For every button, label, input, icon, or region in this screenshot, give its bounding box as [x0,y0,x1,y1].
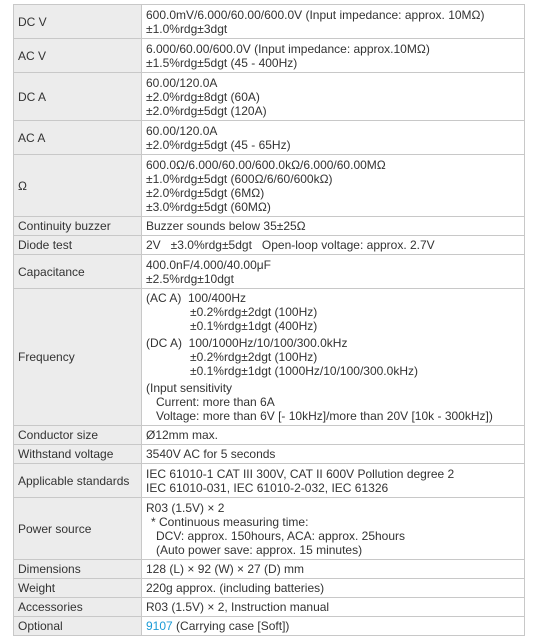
table-row [14,289,525,426]
value-line: IEC 61010-1 CAT III 300V, CAT II 600V Pollution degree 2 [146,466,455,481]
row-value [142,426,525,445]
freq-sensitivity-heading: (Input sensitivity [146,381,233,395]
row-value [142,289,525,426]
value-line: 3540V AC for 5 seconds [146,447,276,461]
table-row [14,121,525,155]
value-line: 600.0Ω/6.000/60.00/600.0kΩ/6.000/60.00MΩ [146,157,386,172]
row-label: Continuity buzzer [14,217,142,236]
table-row [14,464,525,498]
row-value [142,560,525,579]
row-label: DC A [14,73,142,121]
spec-table [13,4,525,636]
value-line: ±3.0%rdg±5dgt (60MΩ) [146,199,271,214]
value-line: ±2.0%rdg±8dgt (60A) [146,89,260,104]
table-row [14,498,525,560]
value-line: ±2.5%rdg±10dgt [146,271,234,286]
row-label: Power source [14,498,142,560]
value-line: ±1.0%rdg±3dgt [146,21,228,36]
row-label: AC V [14,39,142,73]
value-line: ±1.5%rdg±5dgt (45 - 400Hz) [146,55,298,70]
table-row [14,560,525,579]
optional-product-desc: (Carrying case [Soft]) [172,619,290,633]
row-value [142,121,525,155]
table-row [14,39,525,73]
row-label: Ω [14,155,142,217]
value-line: (Auto power save: approx. 15 minutes) [156,542,363,557]
spec-table-container [13,4,525,636]
row-label: AC A [14,121,142,155]
row-label: Optional [14,617,142,636]
row-label: DC V [14,5,142,39]
value-line: R03 (1.5V) × 2 [146,500,225,515]
value-line: ±2.0%rdg±5dgt (120A) [146,103,267,118]
value-line: 128 (L) × 92 (W) × 27 (D) mm [146,562,305,576]
row-value [142,39,525,73]
row-value [142,236,525,255]
value-line: ±2.0%rdg±5dgt (45 - 65Hz) [146,137,291,152]
value-line: 220g approx. (including batteries) [146,581,325,595]
table-row [14,255,525,289]
table-row [14,236,525,255]
row-label: Accessories [14,598,142,617]
row-label: Dimensions [14,560,142,579]
table-row [14,598,525,617]
value-line: Current: more than 6A [156,395,275,409]
value-line: 60.00/120.0A [146,123,218,138]
table-row [14,155,525,217]
row-value [142,617,525,636]
row-label: Diode test [14,236,142,255]
value-line: 6.000/60.00/600.0V (Input impedance: approx.10MΩ) [146,41,430,56]
row-label: Weight [14,579,142,598]
value-line: 600.0mV/6.000/60.00/600.0V (Input impedance: approx. 10MΩ) [146,7,485,22]
value-line: Voltage: more than 6V [- 10kHz]/more than 20V [10k - 300kHz]) [156,409,493,423]
table-row [14,5,525,39]
row-value [142,73,525,121]
table-row [14,217,525,236]
value-line: 60.00/120.0A [146,75,218,90]
table-row [14,73,525,121]
row-value [142,255,525,289]
row-value [142,464,525,498]
row-value [142,155,525,217]
row-value [142,217,525,236]
value-line: ±0.1%rdg±1dgt (400Hz) [190,319,318,333]
table-row [14,426,525,445]
value-line: Buzzer sounds below 35±25Ω [146,219,306,233]
row-value [142,598,525,617]
optional-product-link[interactable]: 9107 [146,619,173,633]
row-label: Frequency [14,289,142,426]
row-label: Capacitance [14,255,142,289]
value-line: ±1.0%rdg±5dgt (600Ω/6/60/600kΩ) [146,171,333,186]
row-value [142,498,525,560]
value-line: R03 (1.5V) × 2, Instruction manual [146,600,330,614]
row-value [142,579,525,598]
value-line: ±0.1%rdg±1dgt (1000Hz/10/100/300.0kHz) [190,364,418,378]
freq-dca-heading: (DC A) 100/1000Hz/10/100/300.0kHz [146,336,348,350]
value-line: Ø12mm max. [146,428,219,442]
power-note: * Continuous measuring time: [151,514,309,529]
value-line: 400.0nF/4.000/40.00μF [146,257,272,272]
table-row [14,579,525,598]
value-line: ±0.2%rdg±2dgt (100Hz) [190,350,318,364]
value-line: 2V ±3.0%rdg±5dgt Open-loop voltage: approx. 2.7V [146,238,435,252]
freq-aca-heading: (AC A) 100/400Hz [146,291,247,305]
table-row [14,445,525,464]
value-line: DCV: approx. 150hours, ACA: approx. 25hours [156,528,406,543]
row-label: Applicable standards [14,464,142,498]
value-line [146,619,521,633]
row-label: Withstand voltage [14,445,142,464]
value-line: ±2.0%rdg±5dgt (6MΩ) [146,185,265,200]
value-line: IEC 61010-031, IEC 61010-2-032, IEC 61326 [146,480,389,495]
row-label: Conductor size [14,426,142,445]
row-value [142,5,525,39]
table-row [14,617,525,636]
row-value [142,445,525,464]
value-line: ±0.2%rdg±2dgt (100Hz) [190,305,318,319]
